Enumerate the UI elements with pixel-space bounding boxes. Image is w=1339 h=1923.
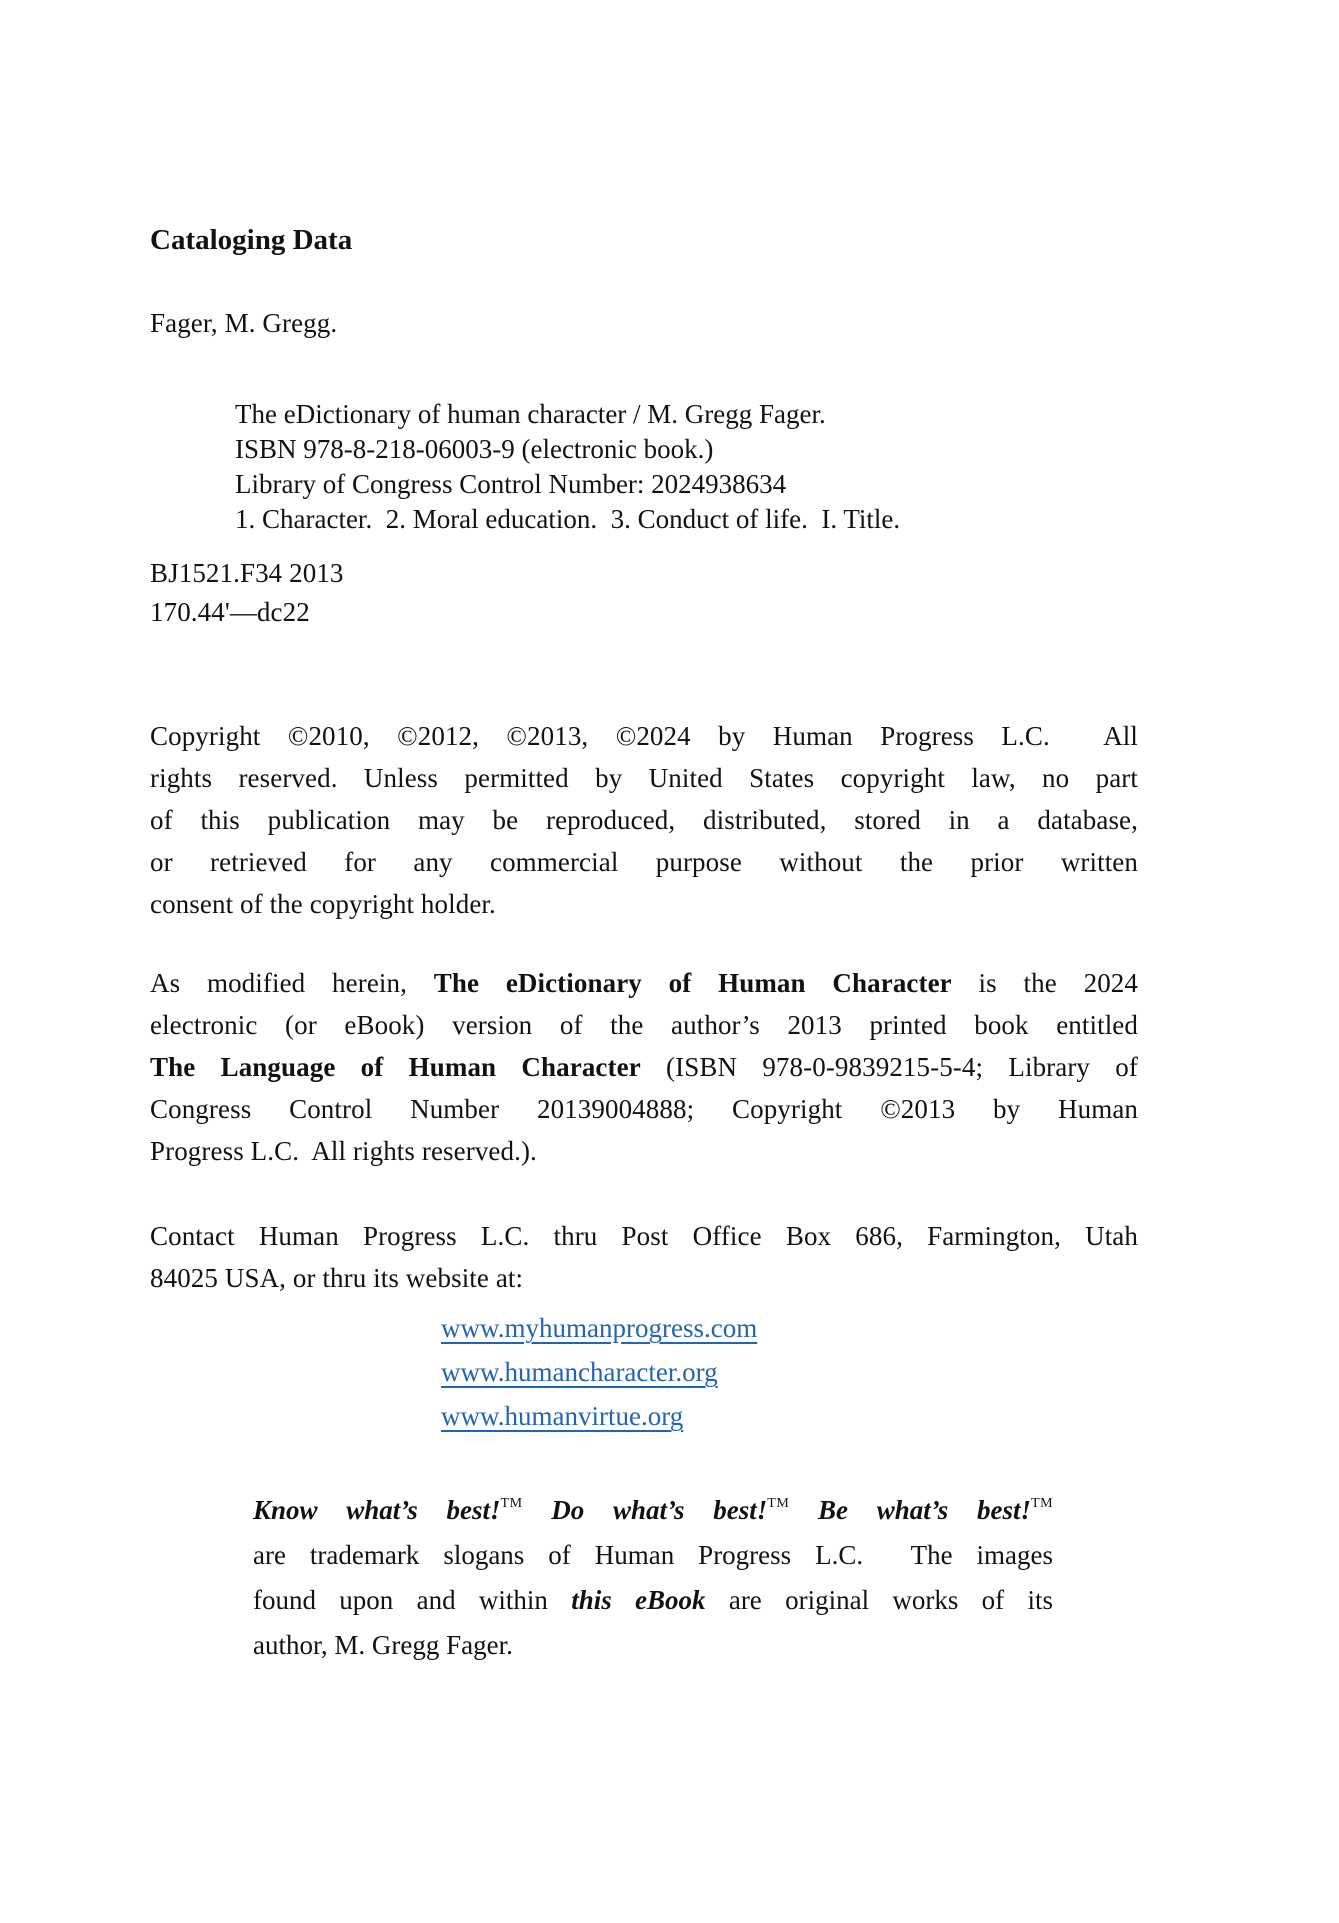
section-heading: Cataloging Data — [150, 224, 353, 256]
website-links — [441, 1306, 757, 1438]
author-entry: Fager, M. Gregg. — [150, 308, 338, 338]
dewey-number: 170.44'—dc22 — [150, 597, 310, 627]
website-link-myhumanprogress[interactable]: www.myhumanprogress.com — [441, 1313, 758, 1343]
website-link-humancharacter[interactable]: www.humancharacter.org — [441, 1357, 718, 1387]
edition-note-paragraph: As modified herein, The eDictionary of Human Character is the 2024 electronic (or eBook) version of the author’s 2013 printed book entitled The Language of Human Character (ISBN 978-0-9839215-5-4; Library of Congress Control Number 20139004888; Copyright ©2013 by Human Progress L.C. All rights reserved.). — [150, 968, 1139, 1166]
catalog-record-block: The eDictionary of human character / M. Gregg Fager. ISBN 978-8-218-06003-9 (electronic book.) Library of Congress Control Number: 2024938634 — [235, 399, 826, 499]
subject-headings-line: 1. Character. 2. Moral education. 3. Conduct of life. I. Title. — [235, 504, 901, 534]
trademark-paragraph: Know what’s best!™ Do what’s best!™ Be what’s best!™ are trademark slogans of Human Progress L.C. The images found upon and within this eBook are original works of its author, M. Gregg Fager. — [253, 1495, 1054, 1660]
website-link-humanvirtue[interactable]: www.humanvirtue.org — [441, 1401, 684, 1431]
copyright-paragraph: Copyright ©2010, ©2012, ©2013, ©2024 by Human Progress L.C. All rights reserved. Unless permitted by United States copyright law, no part of this publication may be reproduced, distributed, stored in a database, or retrieved for any commercial purpose without the prior written consent of the copyright holder. — [150, 721, 1138, 919]
contact-paragraph: Contact Human Progress L.C. thru Post Office Box 686, Farmington, Utah 84025 USA, or thru its website at: — [150, 1221, 1138, 1293]
lc-call-number: BJ1521.F34 2013 — [150, 558, 344, 588]
